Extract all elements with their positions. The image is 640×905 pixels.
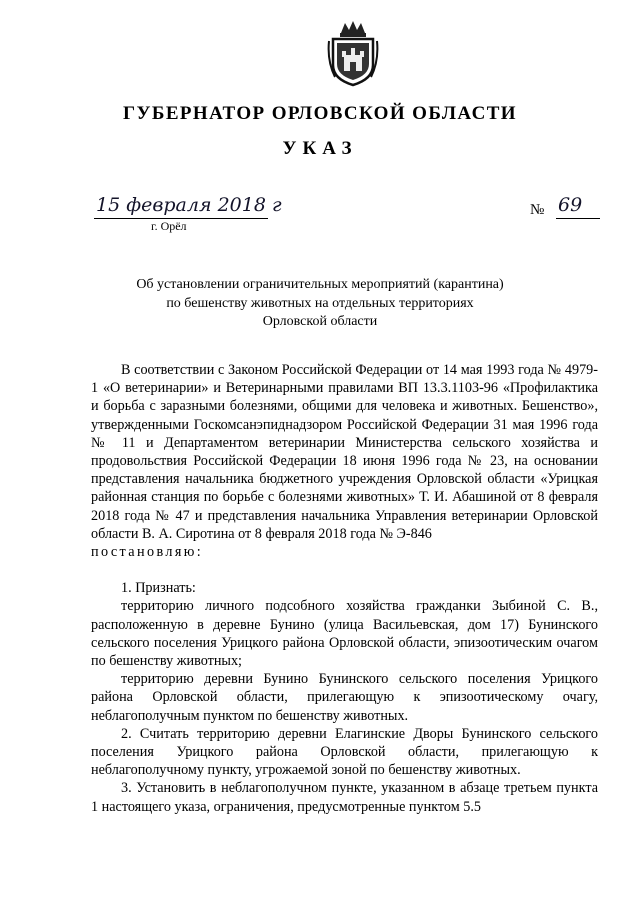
preamble-paragraph: В соответствии с Законом Российской Федерации от 14 мая 1993 года № 4979-1 «О ветеринарии» и Ветеринарными правилами ВП 13.3.1103-96 «Профилактика и борьба с заразными болезнями, общими для человека и животных. Бешенство», утвержденными Госкомсанэпиднадзором Российской Федерации 31 мая 1996 года № 11 и Департаментом ветеринарии Министерства сельского хозяйства и продовольствия Российской Федерации 18 июня 1996 года № 23, на основании представления начальника бюджетного учреждения Орловской области «Урицкая районная станция по борьбе с болезнями животных» Т. И. Абашиной от 8 февраля 2018 года № 47 и представления начальника Управления ветеринарии Орловской области В. А. Сиротина от 8 февраля 2018 года № Э-846: [91, 362, 598, 542]
decree-word: постановляю:: [91, 544, 204, 561]
coat-of-arms-emblem: [327, 21, 379, 87]
city-label: г. Орёл: [151, 219, 187, 233]
item-paragraph: 2. Считать территорию деревни Елагинские Дворы Бунинского сельского поселения Урицкого района Орловской области, прилегающую к неблагополучному пункту, угрожаемой зоной по бешенству животных.: [91, 725, 598, 779]
number-sign: №: [530, 202, 545, 218]
item-paragraph: территорию личного подсобного хозяйства гражданки Зыбиной С. В., расположенную в деревне Бунино (улица Васильевская, дом 17) Бунинского сельского поселения Урицкого района Орловской области, эпизоотическим очагом по бешенству животных;: [91, 598, 598, 670]
subject-line-3: Орловской области: [262, 314, 378, 329]
item-paragraph: 1. Признать:: [121, 580, 196, 597]
decree-subject: [60, 276, 580, 332]
handwritten-date: 15 февраля 2018 г: [96, 194, 282, 216]
document-type: УКАЗ: [282, 138, 358, 159]
decree-body: [91, 361, 598, 816]
number-underline: [556, 218, 600, 219]
handwritten-number: 69: [558, 194, 583, 216]
issuer-title: ГУБЕРНАТОР ОРЛОВСКОЙ ОБЛАСТИ: [123, 103, 517, 124]
item-paragraph: 3. Установить в неблагополучном пункте, указанном в абзаце третьем пункта 1 настоящего указа, ограничения, предусмотренные пунктом 5.5: [91, 780, 598, 815]
item-paragraph: территорию деревни Бунино Бунинского сельского поселения Урицкого района Орловской области, прилегающую к эпизоотическому очагу, неблагополучным пунктом по бешенству животных.: [91, 671, 598, 724]
subject-line-1: Об установлении ограничительных мероприятий (карантина): [136, 277, 504, 292]
subject-line-2: по бешенству животных на отдельных территориях: [166, 295, 474, 311]
